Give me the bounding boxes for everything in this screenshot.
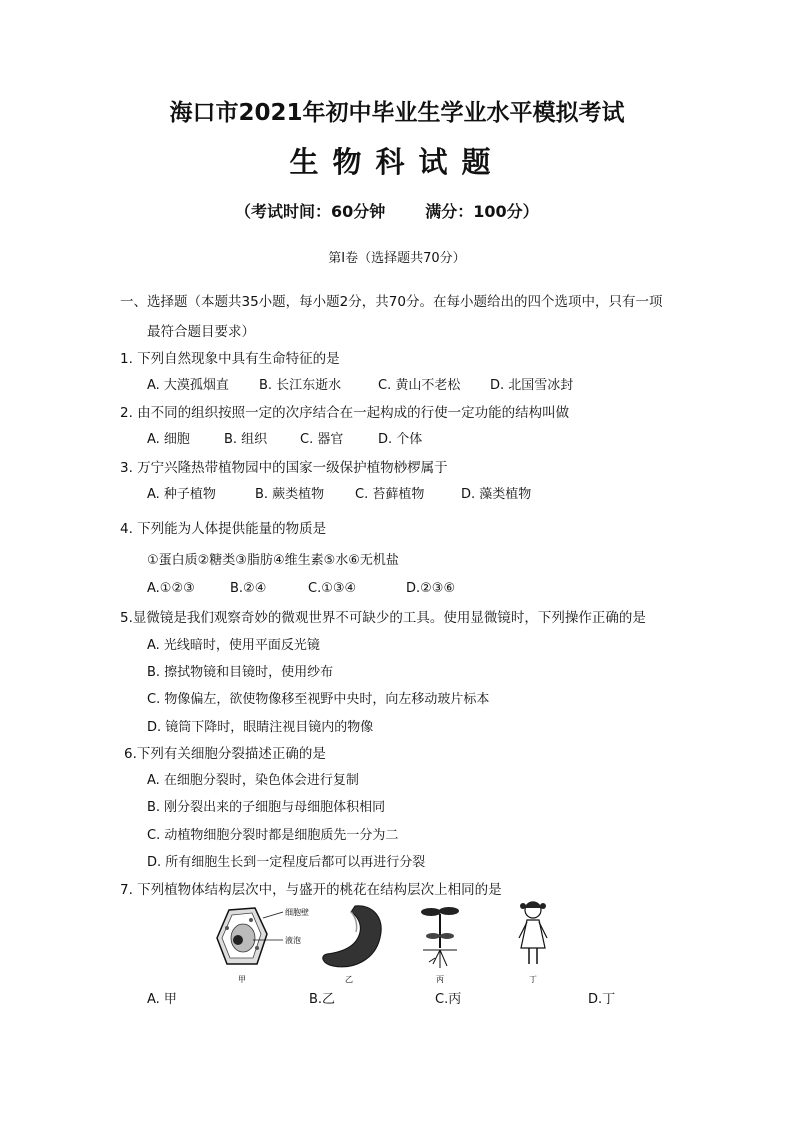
- option: D. 藻类植物: [461, 487, 532, 502]
- question-options: [147, 988, 615, 1007]
- question-stem: 7. 下列植物体结构层次中，与盛开的桃花在结构层次上相同的是: [120, 882, 502, 898]
- option: A. 细胞: [147, 432, 190, 447]
- option: A.①②③: [147, 581, 195, 596]
- question-stem: 4. 下列能为人体提供能量的物质是: [120, 521, 327, 537]
- option: D. 镜筒下降时，眼睛注视目镜内的物像: [147, 720, 374, 735]
- option: C. 黄山不老松: [378, 378, 461, 393]
- option: A. 种子植物: [147, 487, 216, 502]
- exam-time: （考试时间：60分钟: [235, 202, 386, 221]
- option: B. 蕨类植物: [255, 487, 325, 502]
- option: B.②④: [230, 581, 267, 596]
- question-stem: 1. 下列自然现象中具有生命特征的是: [120, 351, 340, 367]
- structure-figure: [205, 898, 575, 988]
- cell-wall-label: 细胞壁: [285, 908, 309, 917]
- option: C. 物像偏左，欲使物像移至视野中央时，向左移动玻片标本: [147, 692, 490, 707]
- question-stem: 6.下列有关细胞分裂描述正确的是: [124, 746, 326, 762]
- section-instruction-cont: 最符合题目要求）: [147, 324, 255, 340]
- option: C.①③④: [308, 581, 357, 596]
- option: A. 在细胞分裂时，染色体会进行复制: [147, 773, 359, 788]
- option: A. 甲: [147, 992, 177, 1007]
- option: C. 苔藓植物: [355, 487, 425, 502]
- question-options: [147, 428, 422, 447]
- exam-title: 海口市2021年初中毕业生学业水平模拟考试: [169, 100, 625, 126]
- figure-label-d: 丁: [529, 975, 537, 984]
- option: D.②③⑥: [406, 581, 456, 596]
- figure-label-b: 乙: [345, 975, 353, 984]
- option: A. 大漠孤烟直: [147, 378, 229, 393]
- child-figure: [519, 902, 547, 984]
- section-instruction: 一、选择题（本题共35小题，每小题2分，共70分。在每小题给出的四个选项中，只有一项: [120, 294, 663, 310]
- question-stem: 2. 由不同的组织按照一定的次序结合在一起构成的行使一定功能的结构叫做: [120, 405, 570, 421]
- question-options: [147, 483, 531, 502]
- nutrient-list: ①蛋白质②糖类③脂肪④维生素⑤水⑥无机盐: [147, 553, 399, 568]
- option: D. 所有细胞生长到一定程度后都可以再进行分裂: [147, 855, 426, 870]
- figure-label-c: 丙: [436, 975, 444, 984]
- question-options: [147, 374, 573, 393]
- vacuole-label: 液泡: [285, 936, 301, 945]
- option: D. 北国雪冰封: [490, 378, 574, 393]
- option: C.丙: [435, 992, 462, 1007]
- option: B. 组织: [224, 432, 268, 447]
- exam-meta: [235, 199, 539, 222]
- option: B. 长江东逝水: [259, 378, 342, 393]
- subject-title: 生物科试题: [289, 145, 505, 179]
- option: C. 动植物细胞分裂时都是细胞质先一分为二: [147, 828, 399, 843]
- figure-label-a: 甲: [238, 975, 246, 984]
- part-heading: 第Ⅰ卷（选择题共70分）: [328, 251, 466, 266]
- seedling-figure: [421, 907, 459, 984]
- question-stem: 5.显微镜是我们观察奇妙的微观世界不可缺少的工具。使用显微镜时，下列操作正确的是: [120, 610, 646, 626]
- option: D.丁: [588, 992, 616, 1007]
- stomach-figure: [323, 906, 381, 984]
- option: B. 擦拭物镜和目镜时，使用纱布: [147, 665, 334, 680]
- option: D. 个体: [378, 432, 423, 447]
- plant-cell-figure: [217, 907, 309, 984]
- option: B. 刚分裂出来的子细胞与母细胞体积相同: [147, 800, 386, 815]
- option: C. 器官: [300, 432, 344, 447]
- option: A. 光线暗时，使用平面反光镜: [147, 638, 320, 653]
- exam-score: 满分：100分）: [425, 202, 539, 221]
- question-stem: 3. 万宁兴隆热带植物园中的国家一级保护植物桫椤属于: [120, 460, 448, 476]
- option: B.乙: [309, 992, 336, 1007]
- question-options: [147, 581, 455, 596]
